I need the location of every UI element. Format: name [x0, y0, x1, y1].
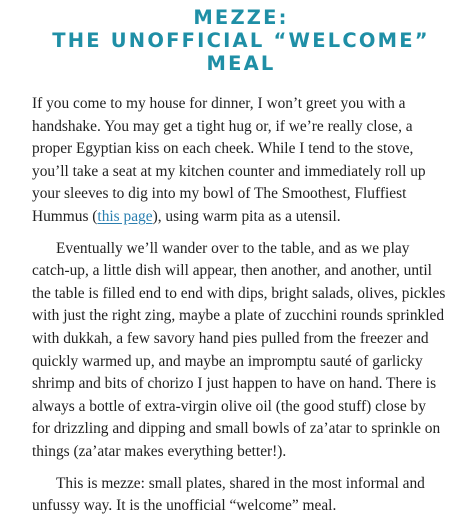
- paragraph-intro: [32, 93, 446, 229]
- page-title: [32, 6, 446, 75]
- title-line-3: MEAL: [206, 52, 276, 75]
- paragraph-mezze: This is mezze: small plates, shared in the most informal and unfussy way. It is the unofficial “welcome” meal.: [32, 474, 425, 515]
- this-page-link[interactable]: this page: [97, 207, 153, 225]
- title-line-1: MEZZE:: [193, 6, 289, 29]
- paragraph-intro-text: If you come to my house for dinner, I won’t greet you with a handshake. You may get a tight hug or, if we’re really close, a proper Egyptian kiss on each cheek. While I tend to the stove, you’ll take a seat at my kitchen counter and immediately roll up your sleeves to dig into my bowl of The Smoothest, Fluffiest Hummus (: [32, 95, 426, 225]
- paragraph-intro-text-end: ), using warm pita as a utensil.: [152, 207, 341, 225]
- title-line-2: THE UNOFFICIAL “WELCOME”: [52, 29, 430, 52]
- paragraph-table: Eventually we’ll wander over to the table, and as we play catch-up, a little dish will appear, then another, and another, until the table is filled end to end with dips, bright salads, olives, pickles with just the right zing, maybe a plate of zucchini rounds sprinkled with dukkah, a few savory hand pies pulled from the freezer and quickly warmed up, and maybe an impromptu sauté of garlicky shrimp and bits of chorizo I just happen to have on hand. There is always a bottle of extra-virgin olive oil (the good stuff) close by for drizzling and dipping and small bowls of za’atar to sprinkle on things (za’atar makes everything better!).: [32, 239, 446, 460]
- body-text: [32, 93, 446, 518]
